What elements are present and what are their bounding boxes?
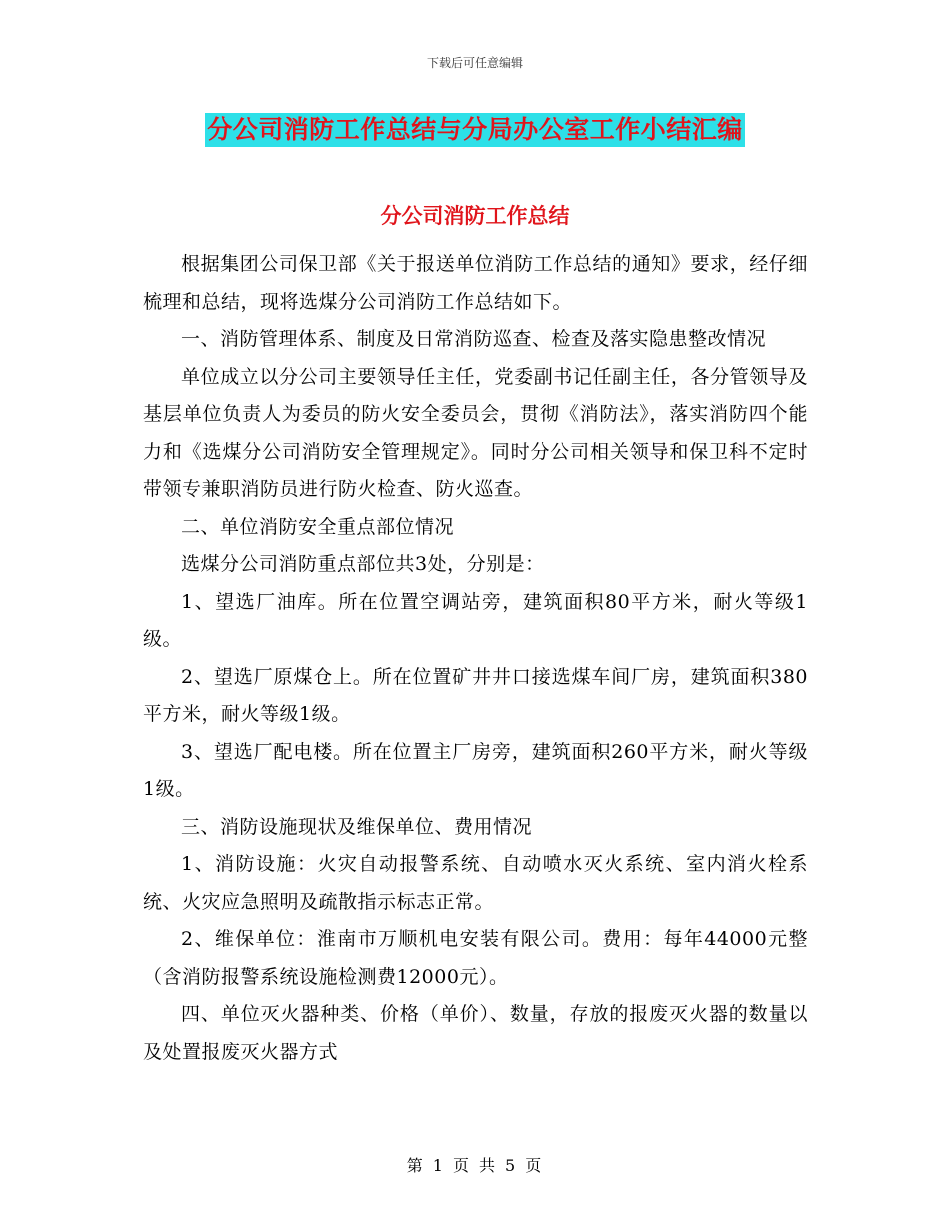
- footer-total-prefix: 共: [479, 1156, 498, 1175]
- paragraph: 1、消防设施：火灾自动报警系统、自动喷水灭火系统、室内消火栓系统、火灾应急照明及疏散指示标志正常。: [143, 853, 808, 913]
- paragraph: 一、消防管理体系、制度及日常消防巡查、检查及落实隐患整改情况: [181, 328, 767, 350]
- current-page-number: 1: [432, 1156, 445, 1175]
- paragraph: 四、单位灭火器种类、价格（单价）、数量，存放的报废灭火器的数量以及处置报废灭火器方式: [143, 1003, 808, 1063]
- paragraph: 2、望选厂原煤仓上。所在位置矿井井口接选煤车间厂房，建筑面积380平方米，耐火等级1级。: [143, 665, 808, 725]
- footer-page-word: 页: [452, 1156, 471, 1175]
- paragraph: 三、消防设施现状及维保单位、费用情况: [181, 815, 533, 838]
- paragraph: 单位成立以分公司主要领导任主任，党委副书记任副主任，各分管领导及基层单位负责人为委员的防火安全委员会，贯彻《消防法》，落实消防四个能力和《选煤分公司消防安全管理规定》。同时分公司相关领导和保卫科不定时带领专兼职消防员进行防火检查、防火巡查。: [143, 365, 808, 500]
- paragraph: 3、望选厂配电楼。所在位置主厂房旁，建筑面积260平方米，耐火等级1级。: [143, 740, 808, 800]
- paragraph: 1、望选厂油库。所在位置空调站旁，建筑面积80平方米，耐火等级1级。: [143, 590, 808, 650]
- total-page-count: 5: [505, 1156, 518, 1175]
- document-title-container: [0, 113, 950, 147]
- paragraph: 根据集团公司保卫部《关于报送单位消防工作总结的通知》要求，经仔细梳理和总结，现将选煤分公司消防工作总结如下。: [143, 253, 808, 313]
- document-body: [143, 246, 808, 1071]
- paragraph: 2、维保单位：淮南市万顺机电安装有限公司。费用：每年44000元整（含消防报警系统设施检测费12000元）。: [143, 928, 808, 988]
- page-footer: [0, 1153, 950, 1176]
- footer-prefix: 第: [406, 1156, 425, 1175]
- paragraph: 选煤分公司消防重点部位共3处，分别是：: [181, 553, 545, 575]
- header-note: 下载后可任意编辑: [426, 56, 523, 70]
- footer-suffix: 页: [525, 1156, 544, 1175]
- section-title: 分公司消防工作总结: [380, 203, 570, 228]
- document-title: 分公司消防工作总结与分局办公室工作小结汇编: [205, 113, 745, 147]
- paragraph: 二、单位消防安全重点部位情况: [181, 515, 455, 538]
